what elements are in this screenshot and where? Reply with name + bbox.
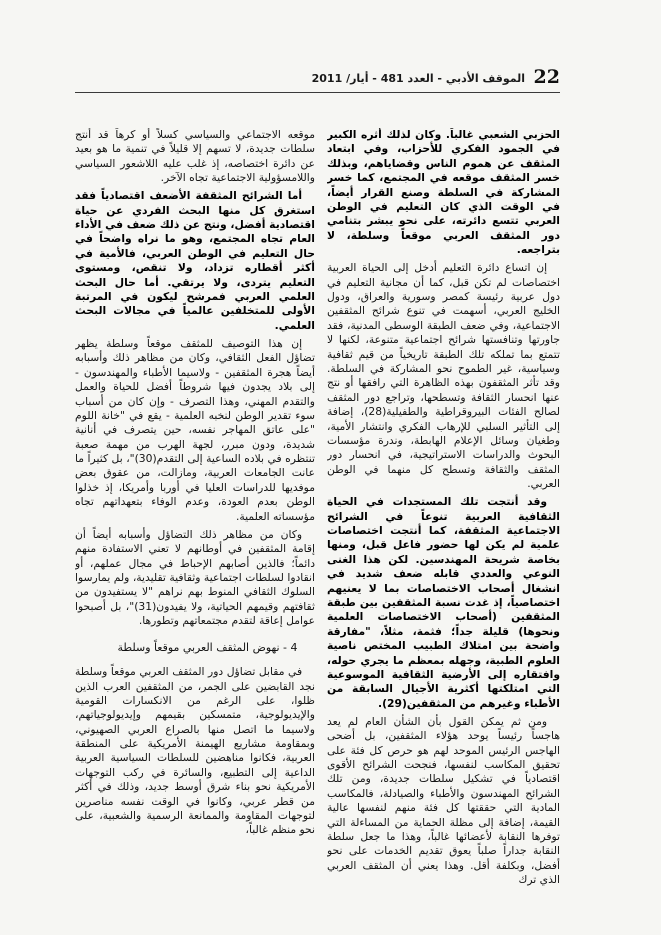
article-paragraph: الحزبي الشعبي غالباً. وكان لذلك أثره الكبير في الجمود الفكري للأحزاب، وفي ابتعاد المثقف عن هموم الناس وقضاياهم، وبذلك خسر المثقف موقعه في المجتمع، كما خسر المشاركة في السلطة وصنع القرار أيضاً، في الوقت الذي كان التعليم في الوطن العربي تتسع دائرته، على نحو يبشر بتنامي دور المثقف العربي موقعاً وسلطة، لا بتراجعه. [327, 128, 560, 257]
article-paragraph: في مقابل تضاؤل دور المثقف العربي موقعاً وسلطة نجد القابضين على الجمر، من المثقفين العرب الذين ظلوا، على الرغم من الانكسارات القومية والإيديولوجية، متمسكين بقيمهم وإيديولوجياتهم، ولاسيما ما اتصل منها بالصراع العربي الصهيوني، وبمقاومة مشاريع الهيمنة الأمريكية على المنطقة العربية، فكانوا مناهضين للسلطات السياسية العربية الداعية إلى التطبيع، والسائرة في ركب التوجهات الأمريكية نحو بناء شرق أوسط جديد، وذلك في أكثر من قطر عربي، وكانوا في الوقت نفسه مناصرين لتوجهات المقاومة والممانعة الرسمية والشعبية، على نحو منظم غالباً، [75, 665, 315, 837]
article-paragraph: ومن ثم يمكن القول بأن الشأن العام لم يعد هاجساً رئيساً يوحد هؤلاء المثقفين، بل أضحى الهاجس الرئيس الموحد لهم هو حرص كل فئة على تحقيق المكاسب لنفسها، فنجحت الشرائح الأقوى اقتصادياً في تشكيل سلطات جديدة، ومن تلك الشرائح المهندسون والأطباء والصيادلة، فالمكاسب المادية التي حققتها كل فئة منهم لنفسها عالية القيمة، إضافة إلى مظلة الحماية من المساءلة التي توفرها النقابة لأعضائها غالباً، وهذا ما جعل سلطة النقابة جداراً صلباً يعوق تقديم الخدمات على نحو أفضل، وبكلفة أقل. وهذا يعني أن المثقف العربي الذي ترك [327, 714, 560, 887]
running-title: الموقف الأدبي - العدد 481 - أيار/ 2011 [311, 72, 525, 85]
article-paragraph: وقد أنتجت تلك المستجدات في الحياة الثقافية العربية تنوعاً في الشرائح الاجتماعية المثقفة، كما أنتجت اختصاصات علمية لم يكن لها حضور فاعل قبل، ومنها بخاصة شريحة المهندسين. لكن هذا الغنى النوعي والعددي قابله ضعف شديد في انشغال أصحاب الاختصاصات بما لا يعنيهم اختصاصياً، إذ غدت نسبة المثقفين بين طبقة المثقفين (أصحاب الاختصاصات العلمية ونحوها) قليلة جداً؛ فثمة، مثلاً، "مفارقة واضحة بين امتلاك الطبيب المختص ناصية العلوم الطبية، وجهله بمعظم ما يجري حوله، وافتقاره إلى الأرضية الثقافية الموسوعية التي امتلكتها أكثرية الأجيال السابقة من الأطباء وغيرهم من المثقفين(29). [327, 495, 560, 710]
page-number: 22 [533, 66, 560, 88]
article-paragraph: وكان من مظاهر ذلك التضاؤل وأسبابه أيضاً أن إقامة المثقفين في أوطانهم لا تعني الاستفادة منهم دائماً؛ فالذين أصابهم الإحباط في مجال عملهم، أو انقادوا لسلطات اجتماعية وثقافية تقليدية، ولم يمارسوا السلوك الثقافي المنوط بهم نراهم "لا يستفيدون من ثقافتهم وقيمهم الحياتية، ولا يفيدون(31)"، بل أصبحوا عوامل إعاقة لتقدم مجتمعاتهم وتطورها. [75, 527, 315, 628]
article-paragraph: أما الشرائح المثقفة الأضعف اقتصادياً فقد استغرق كل منها البحث الفردي عن حياة اقتصادية أفضل، ونتج عن ذلك ضعف في الأداء العام تجاه المجتمع، وهو ما نراه واضحاً في حال التعليم في الوطن العربي، فالأمية في أكثر أقطاره تزداد، ولا تنقص، ومستوى التعليم يتردى، ولا يرتقي. أما حال البحث العلمي العربي فمرشح ليكون في المرتبة الأولى للمتخلفين عالمياً في مجالات البحث العلمي. [75, 189, 315, 332]
left-column [75, 128, 315, 890]
article-paragraph: إن اتساع دائرة التعليم أدخل إلى الحياة العربية اختصاصات لم تكن قبل، كما أن مجانية التعليم في دول عربية رئيسة كمصر وسورية والعراق، ودول الخليج العربي، أسهمت في تنوع شرائح المثقفين الاجتماعية، وفي ضعف الطبقة الوسطى المدنية، فقد جاورتها وتنافستها شرائح اجتماعية متنوعة، لكنها لا تتمتع بما تملكه تلك الطبقة تاريخياً من قيم ثقافية وسياسية، غير الطموح نحو المشاركة في السلطة. وقد تأثر المثقفون بهذه الظاهرة التي رافقها أو نتج عنها انحسار الثقافة وتسطحها، وتراجع دور المثقف لصالح الفئات البيروقراطية والطفيلية(28)، إضافة إلى التأثير السلبي للإرهاب الفكري وانتشار الأمية، وطغيان وسائل الإعلام الهابطة، وندرة مؤسسات البحوث والدراسات الاستراتيجية، في انحسار دور المثقف والثقافة وتسطح كل منهما في الوطن العربي. [327, 261, 560, 491]
right-column [327, 128, 560, 890]
article-paragraph: موقعه الاجتماعي والسياسي كسلاً أو كرهاً قد أنتج سلطات جديدة، لا تسهم إلا قليلاً في تنمية ما هو بعيد عن دائرة اختصاصه، إذ غلب عليه اللاشعور السياسي واللامسؤولية الاجتماعية تجاه الآخر. [75, 128, 315, 185]
section-heading: 4 - نهوض المثقف العربي موقعاً وسلطة [117, 640, 298, 654]
header-rule [75, 92, 560, 93]
article-paragraph: إن هذا التوصيف للمثقف موقعاً وسلطة يظهر تضاؤل الفعل الثقافي، وكان من مظاهر ذلك وأسبابه أيضاً هجرة المثقفين - ولاسيما الأطباء والمهندسون - إلى بلاد يجدون فيها شروطاً أفضل للحياة والعمل والتقدم المهني، وهذا التصرف - وإن كان من أسباب سوء تقدير الوطن لنخبه العلمية - يقع في "خانة اللوم "على عاتق المهاجر نفسه، حين يتصرف في أنانية شديدة، ودون مبرر، لجهة الهرب من مهمة صعبة تنتظره في بلاده الساعية إلى التقدم(30)"، بل كثيراً ما عانت الجامعات العربية، ومازالت، من عقوق بعض موفديها للدراسات العليا في أوربا وأمريكا، إذ خذلوا الوطن بعدم العودة، وعدم الوفاء بتعهداتهم تجاه مؤسساته العلمية. [75, 336, 315, 523]
